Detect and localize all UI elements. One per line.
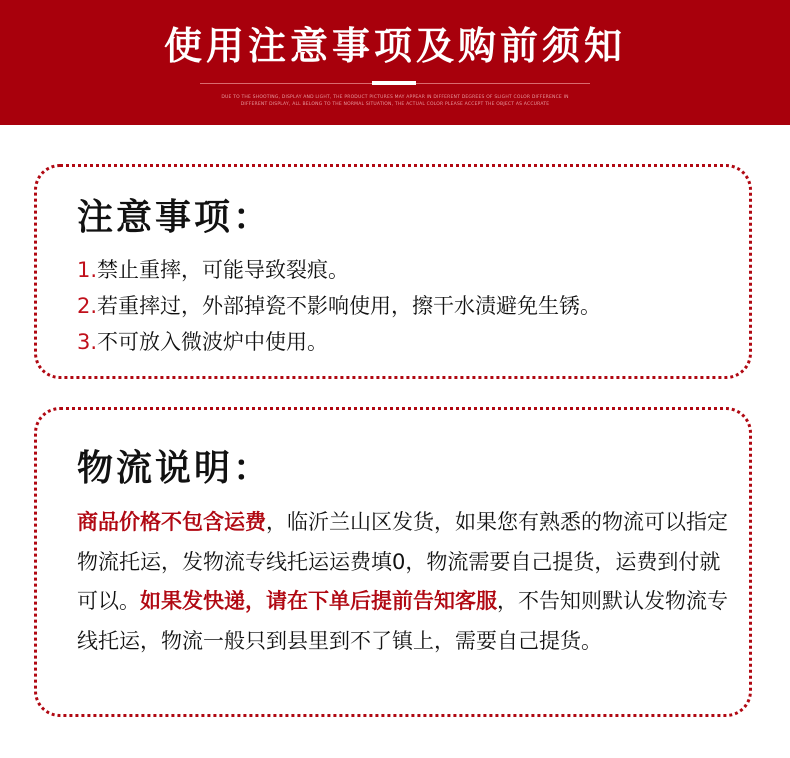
notes-box bbox=[34, 164, 752, 379]
note-text: 若重摔过，外部掉瓷不影响使用，擦干水渍避免生锈。 bbox=[97, 294, 602, 318]
notes-list bbox=[77, 252, 737, 360]
header-banner bbox=[0, 0, 790, 125]
banner-disclaimer: DUE TO THE SHOOTING, DISPLAY AND LIGHT, THE PRODUCT PICTURES MAY APPEAR IN DIFFERENT DEGREES OF SLIGHT COLOR DIFFERENCE IN DIFFERENT DISPLAY, ALL BELONG TO THE NORMAL SITUATION, THE ACTUAL COLOR PLEASE ACCEPT THE OBJECT AS ACCURATE bbox=[221, 95, 569, 107]
logistics-box bbox=[34, 407, 752, 717]
logistics-text-part1: ，临沂兰山区发货，如果您有熟悉的物流可以指定物流托运，发物流专线托运运费填0，物流需要自己提货，运费到付就可以。 bbox=[77, 510, 728, 613]
note-number: 2. bbox=[77, 294, 98, 318]
note-text: 不可放入微波炉中使用。 bbox=[97, 330, 329, 354]
notes-heading: 注意事项： bbox=[77, 196, 273, 238]
logistics-text bbox=[77, 503, 729, 661]
note-number: 1. bbox=[77, 258, 98, 282]
note-number: 3. bbox=[77, 330, 98, 354]
list-item bbox=[77, 288, 737, 324]
banner-divider-accent bbox=[372, 81, 416, 85]
list-item bbox=[77, 252, 737, 288]
logistics-highlight-price: 商品价格不包含运费 bbox=[77, 510, 266, 534]
logistics-text-part2: ，不告知则默认发物流专线托运，物流一般只到县里到不了镇上，需要自己提货。 bbox=[77, 589, 728, 653]
list-item bbox=[77, 324, 737, 360]
note-text: 禁止重摔，可能导致裂痕。 bbox=[97, 258, 350, 282]
logistics-highlight-express: 如果发快递，请在下单后提前告知客服 bbox=[140, 589, 497, 613]
logistics-heading: 物流说明： bbox=[77, 447, 273, 489]
banner-title: 使用注意事项及购前须知 bbox=[163, 24, 626, 68]
